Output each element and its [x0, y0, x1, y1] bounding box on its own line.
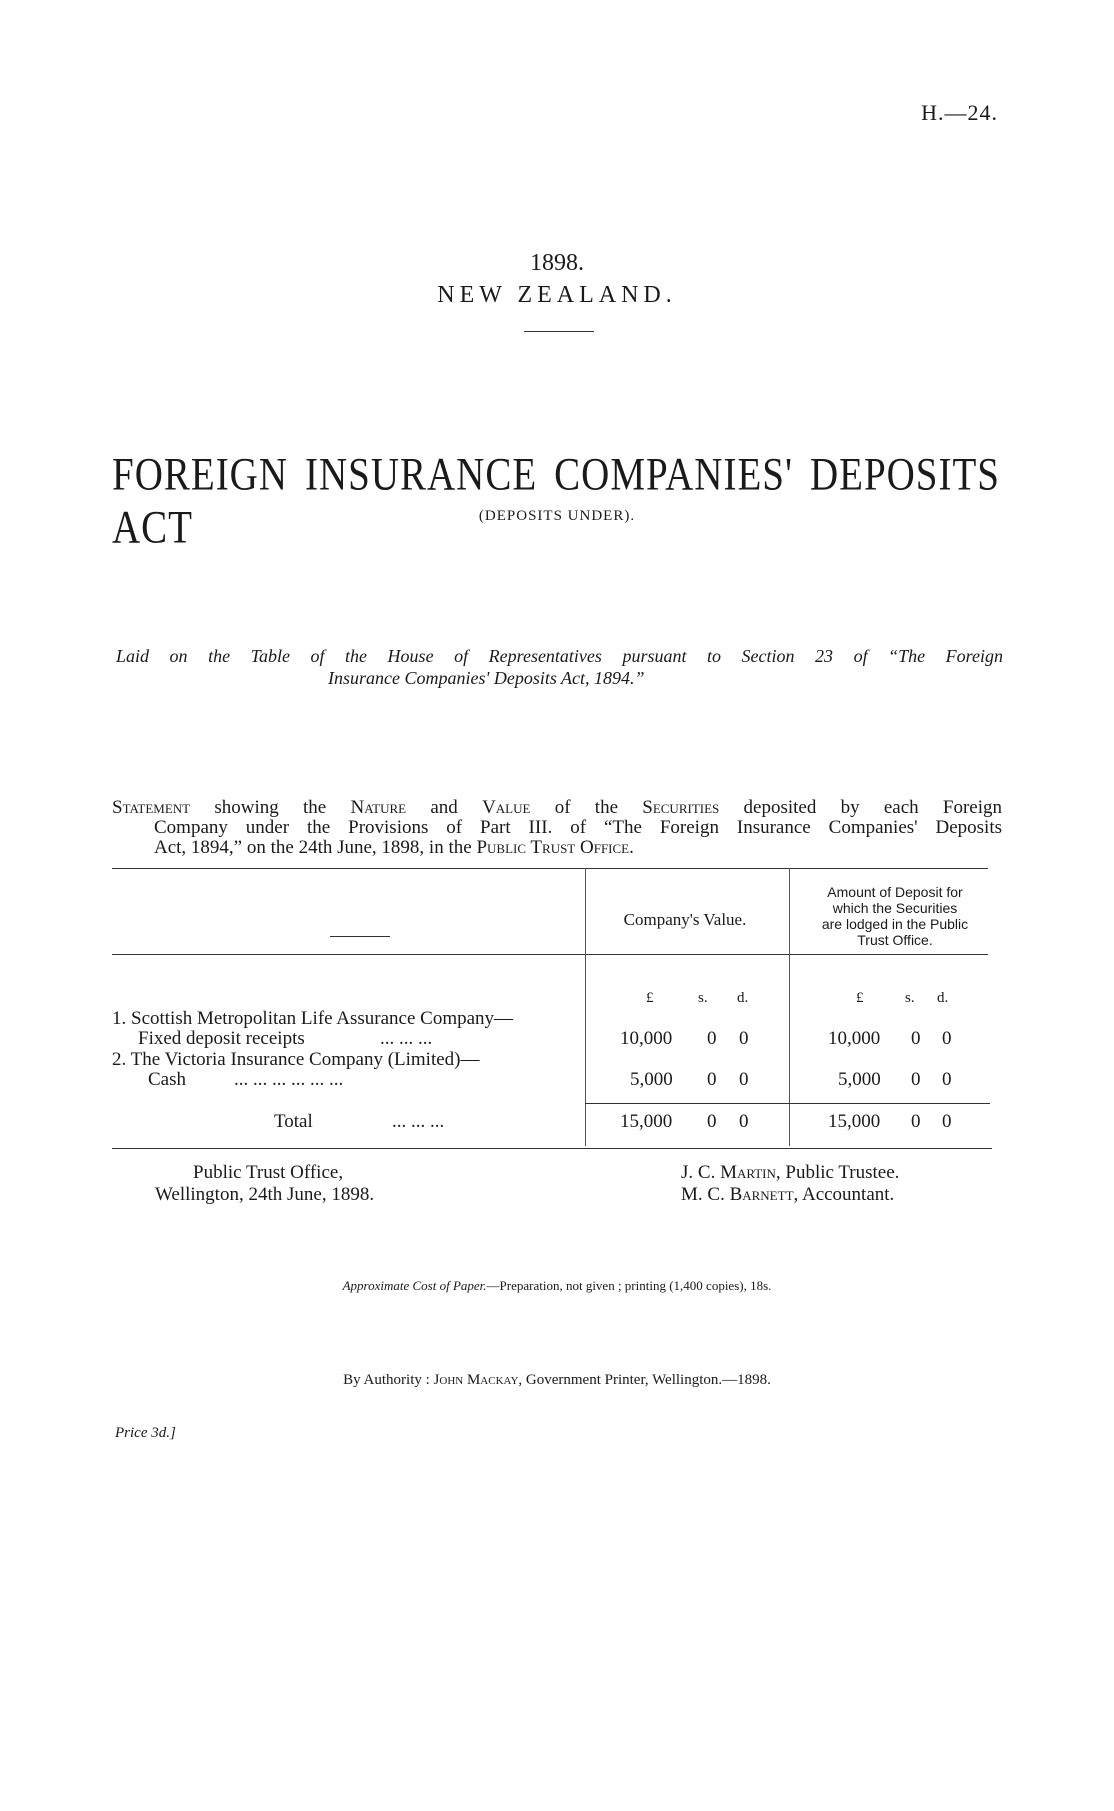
- row-2-deposit-pence: 0: [942, 1069, 952, 1090]
- header-dash: [330, 936, 390, 937]
- document-reference: H.—24.: [921, 100, 998, 125]
- signature-role: , Accountant.: [793, 1184, 895, 1205]
- statement-text: showing the: [190, 797, 351, 818]
- total-deposit-pence: 0: [942, 1111, 952, 1132]
- laid-line-1: Laid on the Table of the House of Representatives pursuant to Section 23 of “The Foreign: [116, 646, 1003, 666]
- row-2-company-value-pounds: 5,000: [630, 1069, 673, 1090]
- total-company-value-pence: 0: [739, 1111, 749, 1132]
- statement-text: deposited by each Foreign: [719, 797, 1002, 818]
- row-2-company-value-pence: 0: [739, 1069, 749, 1090]
- header-company-value: Company's Value.: [623, 910, 747, 929]
- statement-line-1: [112, 798, 1002, 818]
- total-deposit-shillings: 0: [911, 1111, 921, 1132]
- statement-word: Nature: [350, 797, 407, 818]
- total-leader: ... ... ...: [392, 1111, 445, 1132]
- statement-office: Public Trust Office: [476, 837, 630, 858]
- signature-name: J. C. Martin: [681, 1162, 776, 1183]
- printer-name: John Mackay: [433, 1372, 519, 1388]
- country: NEW ZEALAND.: [437, 282, 677, 308]
- statement-word: Securities: [642, 797, 720, 818]
- laid-line-2: Insurance Companies' Deposits Act, 1894.”: [328, 668, 645, 688]
- currency-pounds: £: [856, 990, 864, 1006]
- header-amount-line: Trust Office.: [857, 932, 933, 948]
- row-1-deposit-pounds: 10,000: [828, 1028, 881, 1049]
- header-amount-line: which the Securities: [832, 900, 958, 916]
- table-bottom-rule: [112, 1148, 992, 1149]
- row-1-company-value-shillings: 0: [707, 1028, 717, 1049]
- statement-word: Statement: [112, 797, 191, 818]
- row-1-deposit-pence: 0: [942, 1028, 952, 1049]
- price-note: Price 3d.]: [115, 1425, 176, 1441]
- row-1-company-value-pence: 0: [739, 1028, 749, 1049]
- approximate-cost-note: [0, 1278, 1114, 1294]
- table-row-1-name: 1. Scottish Metropolitan Life Assurance Company—: [112, 1008, 514, 1029]
- statement-paragraph: [112, 798, 1002, 858]
- signature-role: , Public Trustee.: [775, 1162, 900, 1183]
- statement-text: and: [406, 797, 483, 818]
- row-1-company-value-pounds: 10,000: [620, 1028, 673, 1049]
- currency-pounds: £: [646, 990, 654, 1006]
- row-1-deposit-shillings: 0: [911, 1028, 921, 1049]
- header-amount-line: Amount of Deposit for: [827, 884, 963, 900]
- authority-prefix: By Authority :: [343, 1372, 434, 1388]
- document-subtitle: (DEPOSITS UNDER).: [478, 508, 636, 524]
- currency-shillings: s.: [905, 990, 915, 1006]
- signature-public-trustee: [681, 1162, 899, 1184]
- table-row-1-item: Fixed deposit receipts: [138, 1028, 305, 1049]
- statement-text: Act, 1894,” on the 24th June, 1898, in the: [154, 837, 477, 858]
- table-row-2-leader: ... ... ... ... ... ...: [234, 1069, 344, 1090]
- signature-name: M. C. Barnett: [681, 1184, 794, 1205]
- approx-text: —Preparation, not given ; printing (1,400 copies), 18s.: [486, 1278, 772, 1293]
- row-2-deposit-shillings: 0: [911, 1069, 921, 1090]
- table-row-2-item: Cash: [148, 1069, 186, 1090]
- signature-accountant: [681, 1184, 894, 1206]
- currency-shillings: s.: [698, 990, 708, 1006]
- masthead-rule: [524, 331, 594, 332]
- laid-note: [116, 645, 1003, 689]
- table-row-1-leader: ... ... ...: [380, 1028, 433, 1049]
- footer-place-date: Wellington, 24th June, 1898.: [155, 1184, 375, 1205]
- total-deposit-pounds: 15,000: [828, 1111, 881, 1132]
- footer-office: Public Trust Office,: [193, 1162, 344, 1183]
- printer-authority: [0, 1372, 1114, 1389]
- total-label: Total: [274, 1111, 313, 1132]
- row-2-deposit-pounds: 5,000: [838, 1069, 881, 1090]
- table-top-rule: [112, 868, 988, 869]
- statement-line-3: [112, 838, 1002, 858]
- year: 1898.: [530, 250, 584, 276]
- statement-text: .: [629, 837, 634, 858]
- header-amount-line: are lodged in the Public: [821, 916, 969, 932]
- currency-pence: d.: [737, 990, 749, 1006]
- statement-text: of the: [530, 797, 643, 818]
- total-company-value-shillings: 0: [707, 1111, 717, 1132]
- row-2-company-value-shillings: 0: [707, 1069, 717, 1090]
- authority-suffix: , Government Printer, Wellington.—1898.: [518, 1372, 771, 1388]
- total-rule: [585, 1103, 990, 1104]
- statement-line-2: Company under the Provisions of Part III. of “The Foreign Insurance Companies' Deposits: [154, 817, 1002, 838]
- header-amount-of-deposit: [790, 884, 1000, 948]
- statement-word: Value: [482, 797, 531, 818]
- currency-pence: d.: [937, 990, 949, 1006]
- approx-label: Approximate Cost of Paper.: [342, 1278, 487, 1293]
- total-company-value-pounds: 15,000: [620, 1111, 673, 1132]
- table-header-rule: [112, 954, 988, 955]
- document-title: FOREIGN INSURANCE COMPANIES' DEPOSITS ACT: [112, 449, 1000, 554]
- table-row-2-name: 2. The Victoria Insurance Company (Limited)—: [112, 1049, 480, 1070]
